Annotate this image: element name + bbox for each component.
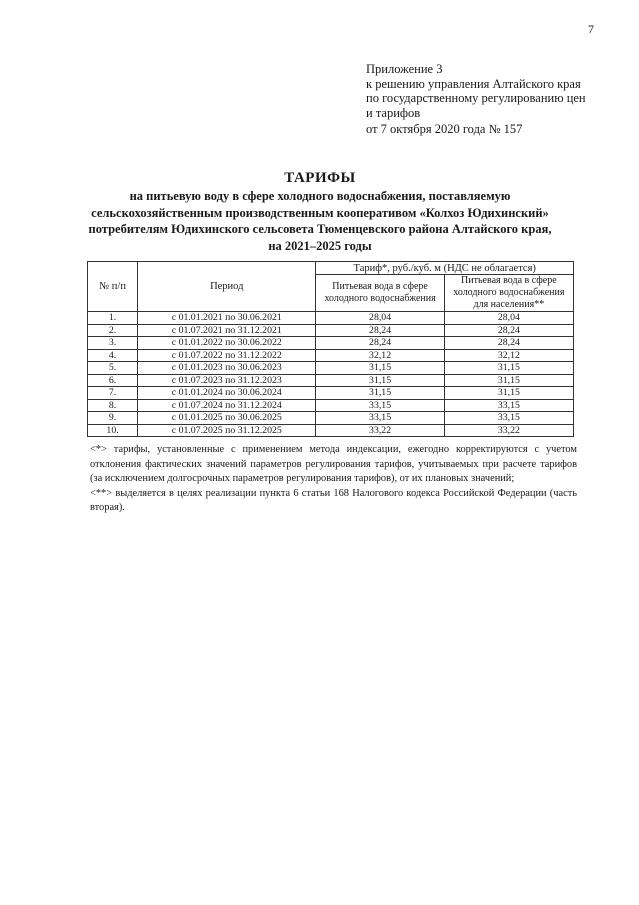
appendix-header	[366, 62, 616, 137]
title-line: сельскохозяйственным производственным кооперативом «Колхоз Юдихинский»	[91, 205, 549, 220]
appendix-line: по государственному регулированию цен	[366, 91, 586, 105]
table-row	[88, 324, 574, 337]
title-line: на 2021–2025 годы	[268, 238, 372, 253]
page-number: 7	[588, 22, 594, 36]
footnote-1: <*> тарифы, установленные с применением метода индексации, ежегодно корректируются с учетом отклонения фактических значений параметров регулирования тарифов, учитываемых при расчете тарифов (за исключением долгосрочных параметров регулирования тарифов), от их плановых значений;	[90, 444, 577, 484]
row-tariff-population-cell: 31,15	[444, 374, 573, 387]
title-line: на питьевую воду в сфере холодного водоснабжения, поставляемую	[129, 189, 511, 203]
row-tariff-drinking-cell: 31,15	[316, 387, 444, 400]
table-row	[88, 387, 574, 400]
row-tariff-drinking-cell: 32,12	[316, 349, 444, 362]
row-period-cell: с 01.01.2021 по 30.06.2021	[138, 312, 316, 325]
row-number-cell: 8.	[88, 399, 138, 412]
table-row	[88, 312, 574, 325]
row-tariff-drinking-cell: 33,15	[316, 399, 444, 412]
tariff-table-body	[88, 312, 574, 437]
row-period-cell: с 01.01.2024 по 30.06.2024	[138, 387, 316, 400]
row-number-cell: 5.	[88, 362, 138, 375]
table-row	[88, 424, 574, 437]
row-period-cell: с 01.07.2025 по 31.12.2025	[138, 424, 316, 437]
table-row	[88, 412, 574, 425]
row-tariff-population-cell: 31,15	[444, 387, 573, 400]
row-number-cell: 7.	[88, 387, 138, 400]
table-row	[88, 374, 574, 387]
row-tariff-population-cell: 33,15	[444, 412, 573, 425]
header-period: Период	[138, 262, 316, 312]
footnote-2: <**> выделяется в целях реализации пункта 6 статьи 168 Налогового кодекса Российской Федерации (часть вторая).	[90, 487, 577, 513]
appendix-line: к решению управления Алтайского края	[366, 76, 581, 91]
row-tariff-population-cell: 28,04	[444, 312, 573, 325]
row-tariff-population-cell: 33,15	[444, 399, 573, 412]
title-line: потребителям Юдихинского сельсовета Тюменцевского района Алтайского края,	[88, 222, 552, 236]
table-row	[88, 362, 574, 375]
footnotes	[90, 443, 577, 516]
row-number-cell: 2.	[88, 324, 138, 337]
row-tariff-drinking-cell: 33,15	[316, 412, 444, 425]
row-tariff-population-cell: 33,22	[444, 424, 573, 437]
row-period-cell: с 01.07.2023 по 31.12.2023	[138, 374, 316, 387]
document-title	[60, 170, 580, 254]
row-number-cell: 4.	[88, 349, 138, 362]
row-tariff-drinking-cell: 28,24	[316, 337, 444, 350]
table-row	[88, 337, 574, 350]
appendix-line: от 7 октября 2020 года № 157	[366, 122, 523, 136]
row-tariff-drinking-cell: 31,15	[316, 374, 444, 387]
table-row	[88, 349, 574, 362]
header-number: № п/п	[88, 262, 138, 312]
appendix-line: и тарифов	[366, 105, 421, 120]
row-period-cell: с 01.07.2021 по 31.12.2021	[138, 324, 316, 337]
table-row	[88, 399, 574, 412]
title-main: ТАРИФЫ	[284, 170, 356, 186]
header-tariff-population: Питьевая вода в сфере холодного водоснабжения для населения**	[444, 275, 573, 312]
row-period-cell: с 01.01.2022 по 30.06.2022	[138, 337, 316, 350]
row-period-cell: с 01.01.2023 по 30.06.2023	[138, 362, 316, 375]
row-number-cell: 9.	[88, 412, 138, 425]
row-tariff-population-cell: 28,24	[444, 324, 573, 337]
row-number-cell: 6.	[88, 374, 138, 387]
row-tariff-drinking-cell: 28,04	[316, 312, 444, 325]
row-tariff-population-cell: 28,24	[444, 337, 573, 350]
header-tariff-group: Тариф*, руб./куб. м (НДС не облагается)	[316, 262, 574, 275]
row-number-cell: 1.	[88, 312, 138, 325]
row-period-cell: с 01.07.2022 по 31.12.2022	[138, 349, 316, 362]
row-period-cell: с 01.01.2025 по 30.06.2025	[138, 412, 316, 425]
row-number-cell: 3.	[88, 337, 138, 350]
row-number-cell: 10.	[88, 424, 138, 437]
row-tariff-drinking-cell: 28,24	[316, 324, 444, 337]
row-period-cell: с 01.07.2024 по 31.12.2024	[138, 399, 316, 412]
appendix-line: Приложение 3	[366, 62, 443, 76]
tariff-table	[87, 261, 574, 437]
header-tariff-drinking-water: Питьевая вода в сфере холодного водоснабжения	[316, 275, 444, 312]
row-tariff-drinking-cell: 33,22	[316, 424, 444, 437]
row-tariff-population-cell: 32,12	[444, 349, 573, 362]
row-tariff-population-cell: 31,15	[444, 362, 573, 375]
row-tariff-drinking-cell: 31,15	[316, 362, 444, 375]
